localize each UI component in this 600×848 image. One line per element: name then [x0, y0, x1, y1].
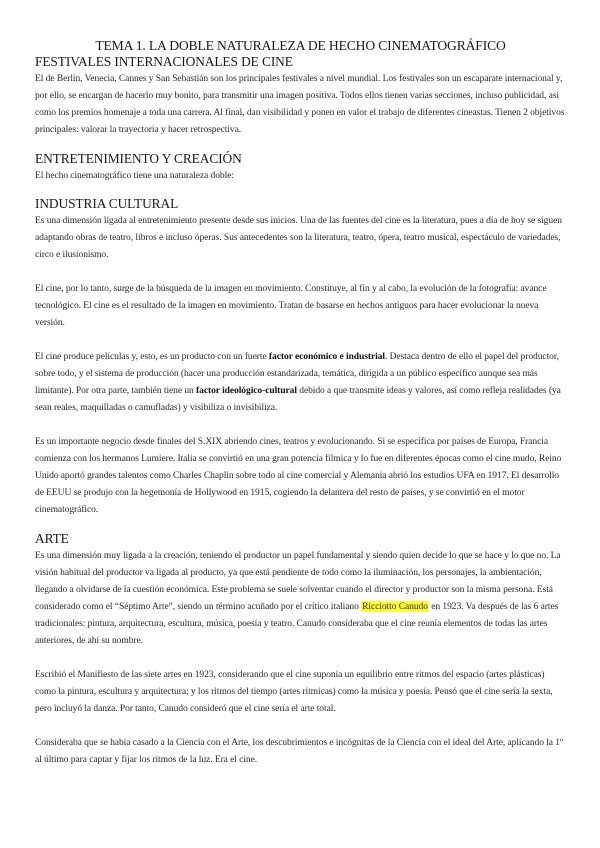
entretenimiento-paragraph: El hecho cinematográfico tiene una naturaleza doble:: [35, 170, 234, 181]
festivales-paragraph: El de Berlín, Venecia, Cannes y San Sebastián son los principales festivales a nivel mundial. Los festivales son un escaparate internacional y, por ello, se encargan de hacerlo muy bonito, para transmitir una imagen positiva. Todos ellos tienen varias secciones, incluso publicidad, así como los premios homenaje a toda una carrera. Al final, dan visibilidad y ponen en valor el trabajo de diferentes cineastas. Tienen 2 objetivos principales: valorar la trayectoria y hacer retrospectiva.: [35, 73, 565, 135]
canudo-highlight: Ricciotto Canudo: [362, 601, 428, 612]
industria-paragraph-2: El cine, por lo tanto, surge de la búsqueda de la imagen en movimiento. Constituye, al fin y al cabo, la evolución de la fotografía: avance tecnológico. El cine es el resultado de la imagen en movimiento. Tratan de basarse en hechos antiguos para hacer evolucionar la nueva versión.: [35, 283, 547, 328]
arte-p1-text-a: Es una dimensión muy ligada a la creación, teniendo el productor un papel fundamental y siendo quien decide lo que se hace y lo que no. La visión habitual del productor va ligada al producto, ya que está pendiente de todo como la iluminación, los personajes, la ambientación, llegando a olvidarse de la cuestión económica. Este problema se suele solventar cuando el director y productor son la misma persona. Está considerado como el “Séptimo Arte”, siendo un término acuñado por el crítico italiano: [35, 550, 561, 612]
arte-paragraph-1: [35, 547, 566, 649]
industria-p3-text-d: debido a que transmite ideas y valores, así como refleja realidades (ya sean reales, maquilladas o camufladas) y visibiliza o invisibiliza.: [35, 385, 561, 413]
industria-paragraph-3: [35, 348, 566, 416]
industria-paragraph-1: Es una dimensión ligada al entretenimiento presente desde sus inicios. Una de las fuentes del cine es la literatura, pues a día de hoy se siguen adaptando obras de teatro, libros e incluso óperas. Sus antecedentes son la literatura, teatro, ópera, teatro musical, espectáculo de variedades, circo e ilusionismo.: [35, 215, 562, 260]
industria-p3-text-c: . Destaca dentro de ello el papel del productor, sobre todo, y el sistema de producción (hacer una producción estandarizada, temática, dirigida a un público específico aunque sea más limitante). Por otra parte, también tiene un: [35, 351, 559, 396]
entretenimiento-heading: ENTRETENIMIENTO Y CREACIÓN: [35, 151, 242, 166]
industria-p3-text-a: El cine produce películas y, esto, es un producto con un fuerte: [35, 351, 269, 362]
arte-heading: ARTE: [35, 531, 69, 546]
document-title: TEMA 1. LA DOBLE NATURALEZA DE HECHO CINEMATOGRÁFICO: [95, 38, 506, 53]
factor-economico-bold: factor económico e industrial: [268, 351, 385, 362]
arte-p1-text-b: en 1923. Va después de las 6 artes tradicionales: pintura, arquitectura, escultura, música, poesía y teatro. Canudo consideraba que el cine reunía elementos de todas las artes anteriores, de ahí su nombre.: [35, 601, 559, 646]
arte-paragraph-3: Consideraba que se había casado a la Ciencia con el Arte, los descubrimientos e incógnitas de la Ciencia con el ideal del Arte, aplicando la 1º al último para captar y fijar los ritmos de la luz. Era el cine.: [35, 737, 563, 765]
factor-ideologico-bold: factor ideológico-cultural: [196, 385, 297, 396]
arte-paragraph-2: Escribió el Manifiesto de las siete artes en 1923, considerando que el cine suponía un equilibrio entre ritmos del espacio (artes plásticas) como la pintura, escultura y arquitectura; y los ritmos del tiempo (artes rítmicas) como la música y poesía. Pensó que el cine sería la sexta, pero incluyó la danza. Por tanto, Canudo consideró que el cine sería el arte total.: [35, 669, 553, 714]
industria-paragraph-4: Es un importante negocio desde finales del S.XIX abriendo cines, teatros y evolucionando. Si se especifica por países de Europa, Francia comienza con los hermanos Lumiere. Italia se convirtió en una gran potencia fílmica y lo fue en diferentes épocas como el cine mudo, Reino Unido aportó grandes talentos como Charles Chaplin sobre todo al cine comercial y Alemania abrió los estudios UFA en 1917. El desarrollo de EEUU se produjo con la hegemonía de Hollywood en 1915, cogiendo la delantera del resto de países, y se convirtió en el motor cinematográfico.: [35, 436, 562, 515]
industria-heading: INDUSTRIA CULTURAL: [35, 196, 179, 211]
festivales-heading: FESTIVALES INTERNACIONALES DE CINE: [35, 54, 293, 69]
